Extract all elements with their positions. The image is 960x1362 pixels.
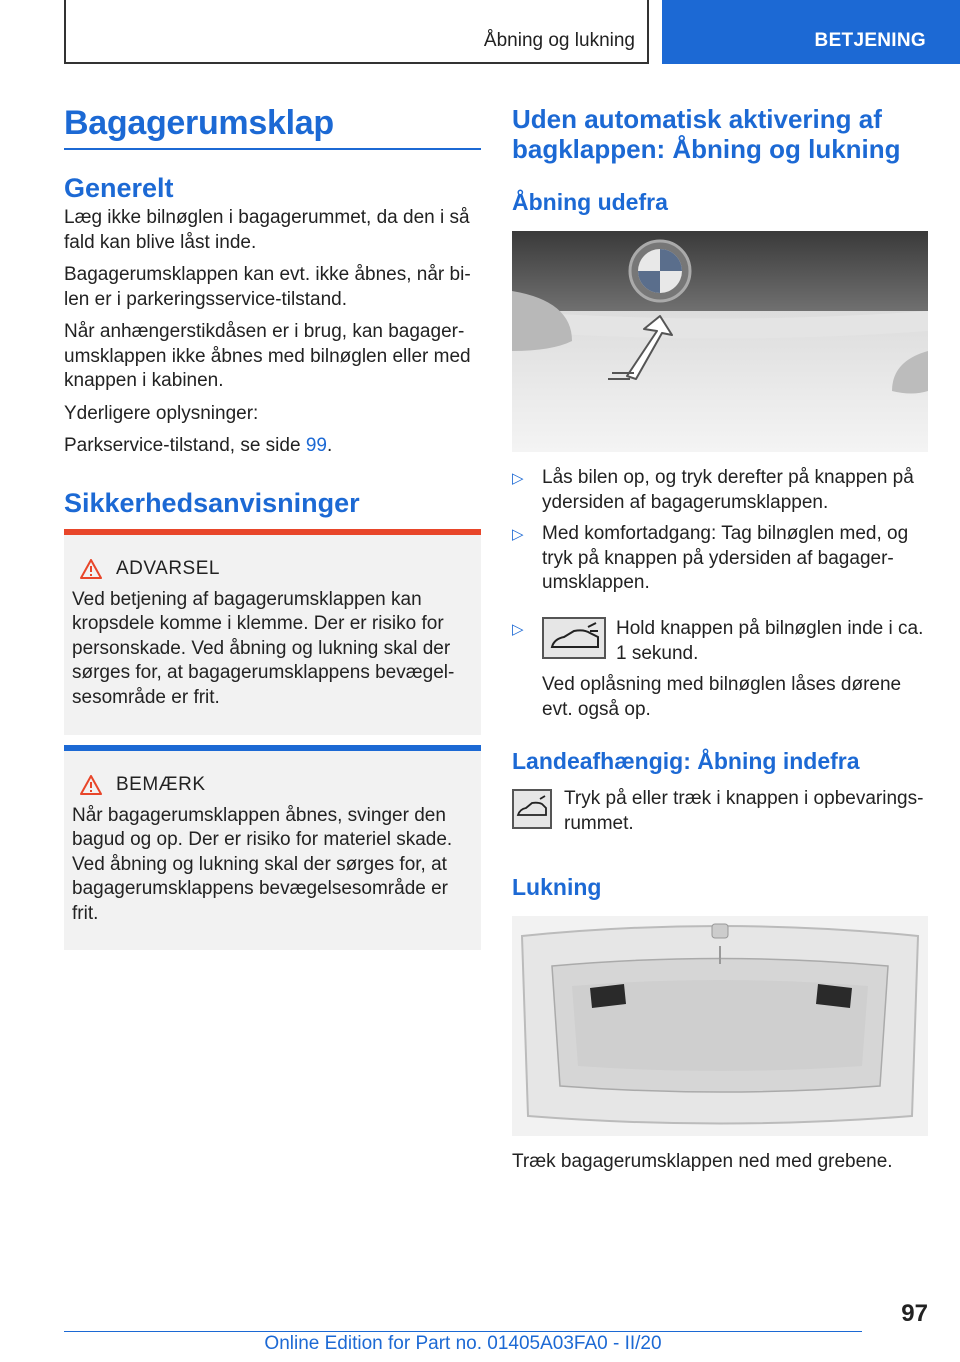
interior-trunk-button-icon	[512, 789, 552, 829]
bullet-triangle-icon: ▷	[512, 526, 524, 543]
warning-box	[64, 529, 481, 735]
footer-edition: Online Edition for Part no. 01405A03FA0 - II/20	[264, 1333, 662, 1354]
general-paragraph: Læg ikke bilnøglen i bagagerummet, da den i så fald kan blive låst inde.	[64, 207, 470, 253]
page-reference-link[interactable]: 99	[305, 435, 327, 456]
inside-text: Tryk på eller træk i knappen i opbevaringsrummet.	[564, 788, 924, 834]
warning-text: Ved betjening af bagagerumsklappen kan kropsdele komme i klemme. Der er risiko for personskade. Ved åbning og lukning skal der sørges for, at bagagerumsklappens bevægelsesområde er frit.	[72, 588, 455, 708]
general-heading: Generelt	[64, 173, 174, 203]
note-label: BEMÆRK	[116, 774, 206, 795]
header-chapter-label: BETJENING	[814, 30, 926, 51]
header-section-box	[64, 0, 649, 64]
step-note: Ved oplåsning med bilnøglen låses dørene evt. også op.	[542, 674, 902, 720]
safety-heading: Sikkerhedsanvisninger	[64, 488, 360, 518]
closing-text: Træk bagagerumsklappen ned med grebene.	[512, 1151, 893, 1172]
general-paragraph: Når anhængerstikdåsen er i brug, kan bagagerumsklappen ikke åbnes med bilnøglen eller med knappen i kabinen.	[64, 321, 471, 391]
general-paragraph: Yderligere oplysninger:	[64, 402, 259, 424]
right-heading: Uden automatisk aktivering af bagklappen: Åbning og lukning	[512, 104, 901, 164]
bullet-triangle-icon: ▷	[512, 470, 524, 487]
step-text: Lås bilen op, og tryk derefter på knappen på ydersiden af bagagerumsklappen.	[542, 467, 914, 513]
general-section	[64, 172, 484, 467]
warning-title	[72, 557, 471, 582]
trunk-button-illustration	[512, 231, 928, 452]
list-item	[512, 466, 930, 518]
open-outside-heading: Åbning udefra	[512, 189, 668, 215]
header-chapter-tab	[662, 0, 960, 64]
reference-end: .	[326, 435, 333, 456]
list-item	[512, 617, 930, 727]
page-title: Bagagerumsklap	[64, 104, 334, 142]
reference-line	[64, 434, 484, 459]
trunk-key-button-icon	[542, 617, 606, 659]
title-rule	[64, 148, 481, 150]
list-item	[512, 522, 930, 600]
bullet-triangle-icon: ▷	[512, 621, 524, 638]
reference-text: Parkservice-tilstand, se side	[64, 435, 306, 456]
note-box	[64, 745, 481, 950]
open-inside-heading: Landeafhængig: Åbning indefra	[512, 748, 860, 774]
note-title	[72, 773, 471, 798]
closing-heading: Lukning	[512, 874, 602, 900]
note-text: Når bagagerumsklappen åbnes, svinger den bagud og op. Der er risiko for materiel skade. Ved åbning og lukning skal der sørges for, at bagagerumsklappens bevægelsesområde er frit.	[72, 804, 453, 924]
trunk-lid-image	[512, 916, 928, 1136]
caution-triangle-icon	[80, 775, 102, 795]
page-number: 97	[901, 1300, 928, 1327]
header-section-title: Åbning og lukning	[483, 30, 635, 51]
trunk-emblem-image	[512, 231, 928, 452]
footer-rule	[64, 1331, 862, 1332]
warning-label: ADVARSEL	[116, 558, 220, 579]
step-text: Med komfortadgang: Tag bilnøglen med, og tryk på knappen på ydersiden af bagagerumsklappen.	[542, 523, 909, 593]
trunk-lid-illustration	[512, 916, 928, 1136]
general-paragraph: Bagagerumsklappen kan evt. ikke åbnes, når bilen er i parkeringsservice-tilstand.	[64, 264, 471, 310]
warning-triangle-icon	[80, 559, 102, 579]
step-text: Hold knappen på bilnøglen inde i ca. 1 sekund.	[616, 618, 924, 664]
